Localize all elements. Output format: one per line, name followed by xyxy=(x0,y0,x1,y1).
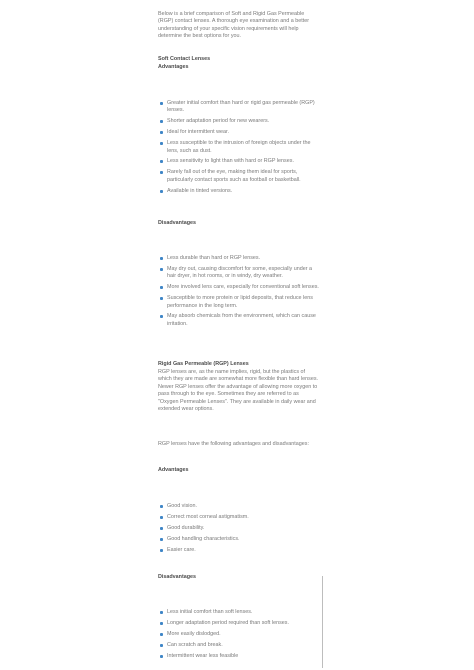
list-item: Intermittent wear less feasible xyxy=(158,653,320,660)
list-item: Ideal for intermittent wear. xyxy=(158,129,320,136)
bullet-icon xyxy=(160,171,163,174)
soft-advantages-list xyxy=(158,100,320,195)
list-item: Rarely fall out of the eye, making them ideal for sports, particularly contact sports such as football or basketball. xyxy=(158,169,320,184)
list-item: Less durable than hard or RGP lenses. xyxy=(158,255,320,262)
list-item: Good durability. xyxy=(158,525,320,532)
rgp-disadvantages-heading: Disadvantages xyxy=(158,574,197,580)
bullet-icon xyxy=(160,102,163,105)
bullet-icon xyxy=(160,297,163,300)
soft-lenses-heading: Soft Contact Lenses xyxy=(158,56,211,62)
bullet-icon xyxy=(160,538,163,541)
soft-disadvantages-heading: Disadvantages xyxy=(158,220,197,226)
list-item: Greater initial comfort than hard or rigid gas permeable (RGP) lenses. xyxy=(158,100,320,115)
list-item: Susceptible to more protein or lipid deposits, that reduce lens performance in the long term. xyxy=(158,295,320,310)
bullet-icon xyxy=(160,527,163,530)
bullet-icon xyxy=(160,142,163,145)
soft-disadvantages-list xyxy=(158,255,320,328)
list-item: May absorb chemicals from the environment, which can cause irritation. xyxy=(158,313,320,328)
soft-advantages-heading: Advantages xyxy=(158,64,189,70)
rgp-advantages-heading: Advantages xyxy=(158,467,189,473)
bullet-icon xyxy=(160,622,163,625)
list-item: Good handling characteristics. xyxy=(158,536,320,543)
rgp-advantages-list xyxy=(158,503,320,554)
bullet-icon xyxy=(160,611,163,614)
bullet-icon xyxy=(160,160,163,163)
list-item: Less initial comfort than soft lenses. xyxy=(158,609,320,616)
list-item: More involved lens care, especially for conventional soft lenses. xyxy=(158,284,320,291)
bullet-icon xyxy=(160,257,163,260)
bullet-icon xyxy=(160,549,163,552)
rgp-disadvantages-list xyxy=(158,609,320,660)
bullet-icon xyxy=(160,190,163,193)
bullet-icon xyxy=(160,286,163,289)
bullet-icon xyxy=(160,315,163,318)
scrollbar[interactable] xyxy=(322,576,323,668)
intro-text: Below is a brief comparison of Soft and Rigid Gas Permeable (RGP) contact lenses. A thorough eye examination and a better understanding of your specific vision requirements will help determine the best options for you. xyxy=(158,11,310,40)
bullet-icon xyxy=(160,120,163,123)
bullet-icon xyxy=(160,516,163,519)
list-item: Less susceptible to the intrusion of foreign objects under the lens, such as dust. xyxy=(158,140,320,155)
bullet-icon xyxy=(160,505,163,508)
list-item: More easily dislodged. xyxy=(158,631,320,638)
list-item: Shorter adaptation period for new wearers. xyxy=(158,118,320,125)
rgp-summary: RGP lenses have the following advantages and disadvantages: xyxy=(158,441,309,447)
rgp-description: RGP lenses are, as the name implies, rigid, but the plastics of which they are made are somewhat more flexible than hard lenses. Newer RGP lenses offer the advantage of allowing more oxygen to pass through to the eye. Sometimes they are referred to as "Oxygen Permeable Lenses". They are available in daily wear and extended wear options. xyxy=(158,369,319,413)
list-item: Available in tinted versions. xyxy=(158,188,320,195)
list-item: Can scratch and break. xyxy=(158,642,320,649)
list-item: Correct most corneal astigmatism. xyxy=(158,514,320,521)
bullet-icon xyxy=(160,268,163,271)
bullet-icon xyxy=(160,644,163,647)
bullet-icon xyxy=(160,633,163,636)
rgp-lenses-heading: Rigid Gas Permeable (RGP) Lenses xyxy=(158,361,249,367)
list-item: Longer adaptation period required than soft lenses. xyxy=(158,620,320,627)
list-item: May dry out, causing discomfort for some, especially under a hair dryer, in hot rooms, or in windy, dry weather. xyxy=(158,266,320,281)
bullet-icon xyxy=(160,131,163,134)
list-item: Less sensitivity to light than with hard or RGP lenses. xyxy=(158,158,320,165)
list-item: Easier care. xyxy=(158,547,320,554)
list-item: Good vision. xyxy=(158,503,320,510)
bullet-icon xyxy=(160,655,163,658)
